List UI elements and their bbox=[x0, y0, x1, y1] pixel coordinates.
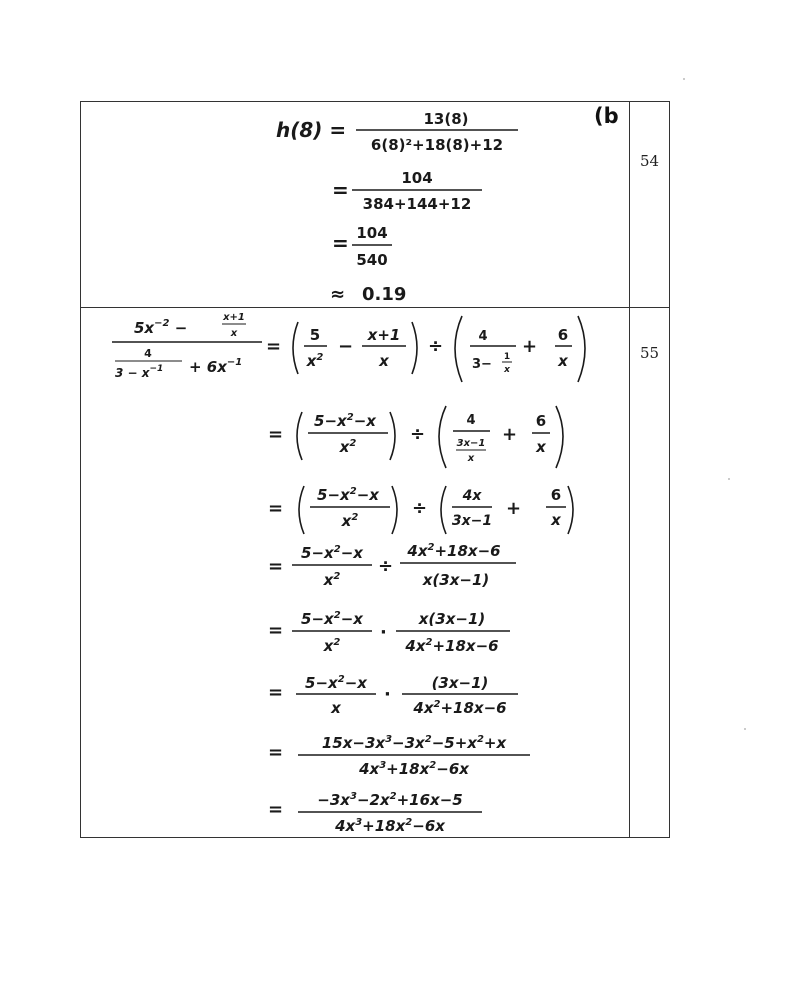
svg-text:4x3+18x2−6x: $4x^3+18x^2-6x$ bbox=[359, 760, 469, 778]
svg-text:=: = bbox=[268, 556, 284, 577]
svg-text:5x−2 −: $5x^{-2}$ − bbox=[134, 318, 188, 337]
svg-text:x2: $x^2$ bbox=[339, 438, 357, 456]
svg-text:4x2+18x−6: $4x^2+18x-6$ bbox=[407, 542, 501, 560]
step-55-3 bbox=[268, 486, 573, 534]
svg-text:x: x bbox=[467, 453, 475, 464]
svg-text:x: x bbox=[230, 328, 238, 339]
svg-text:+: + bbox=[522, 336, 538, 357]
svg-text:x(3x−1): x(3x−1) bbox=[418, 610, 486, 628]
svg-text:6: 6 bbox=[535, 412, 547, 430]
svg-text:5−x2−x: $5-x^2-x$ bbox=[301, 544, 363, 562]
final-answer: 0.19 bbox=[362, 284, 407, 305]
svg-text:=: = bbox=[268, 682, 284, 703]
denominator: 540 bbox=[356, 251, 388, 269]
svg-text:1: 1 bbox=[503, 352, 511, 362]
approx-sign: ≈ bbox=[330, 284, 346, 305]
step-55-2 bbox=[268, 406, 563, 468]
svg-text:4x3+18x2−6x: $4x^3+18x^2-6x$ bbox=[335, 817, 445, 835]
question-number-54: 54 bbox=[640, 152, 660, 170]
svg-text:=: = bbox=[268, 424, 284, 445]
step-55-5 bbox=[268, 610, 510, 655]
numerator: 104 bbox=[401, 169, 433, 187]
step-55-6 bbox=[268, 674, 518, 717]
question-number-55: 55 bbox=[640, 344, 660, 362]
svg-text:+ 6x−1: + $6x^{-1}$ bbox=[189, 357, 243, 376]
svg-text:(3x−1): (3x−1) bbox=[431, 674, 489, 692]
svg-text:5−x2−x: $5-x^2-x$ bbox=[305, 674, 367, 692]
svg-text:x: x bbox=[551, 511, 561, 529]
svg-text:−: − bbox=[338, 336, 354, 357]
svg-text:4: 4 bbox=[478, 329, 488, 344]
numerator: 104 bbox=[356, 224, 388, 242]
step-54-4 bbox=[330, 284, 406, 305]
svg-text:=: = bbox=[268, 799, 284, 820]
svg-text:=: = bbox=[268, 620, 284, 641]
svg-text:3−: 3− bbox=[472, 357, 492, 372]
svg-text:+: + bbox=[502, 424, 518, 445]
svg-text:6: 6 bbox=[550, 486, 562, 504]
svg-text:x: x bbox=[331, 699, 341, 717]
step-55-7 bbox=[268, 734, 530, 778]
svg-text:÷: ÷ bbox=[410, 424, 426, 445]
svg-text:4x: 4x bbox=[462, 488, 482, 504]
svg-text:3x−1: 3x−1 bbox=[451, 513, 493, 529]
svg-text:x: x bbox=[536, 438, 546, 456]
svg-text:4: 4 bbox=[144, 347, 152, 360]
part-label: (b bbox=[594, 104, 619, 128]
svg-text:3 − x−1: $3 - x^{-1}$ bbox=[115, 364, 164, 380]
svg-text:−3x3−2x2+16x−5: $-3x^3-2x^2+16x-5$ bbox=[317, 791, 463, 809]
svg-text:÷: ÷ bbox=[428, 336, 444, 357]
svg-text:=: = bbox=[268, 498, 284, 519]
step-55-1 bbox=[112, 312, 585, 382]
step-54-1 bbox=[276, 110, 518, 154]
svg-text:3x−1: 3x−1 bbox=[456, 438, 486, 449]
svg-text:÷: ÷ bbox=[412, 498, 428, 519]
svg-text:x: x bbox=[558, 352, 568, 370]
svg-text:4x2+18x−6: $4x^2+18x-6$ bbox=[405, 637, 499, 655]
svg-text:x+1: x+1 bbox=[223, 312, 245, 323]
svg-text:x2: $x^2$ bbox=[323, 637, 341, 655]
step-55-8 bbox=[268, 791, 482, 835]
scan-speck bbox=[744, 728, 746, 730]
svg-text:x(3x−1): x(3x−1) bbox=[422, 571, 490, 589]
svg-text:x2: $x^2$ bbox=[323, 571, 341, 589]
svg-text:5−x2−x: $5-x^2-x$ bbox=[314, 412, 376, 430]
svg-text:5: 5 bbox=[309, 326, 321, 344]
svg-text:6: 6 bbox=[557, 326, 569, 344]
svg-text:·: · bbox=[384, 684, 391, 705]
svg-text:4: 4 bbox=[466, 413, 476, 428]
step-54-3 bbox=[332, 224, 392, 269]
svg-text:x: x bbox=[379, 352, 389, 370]
step-54-2 bbox=[332, 169, 482, 213]
svg-text:÷: ÷ bbox=[378, 556, 394, 577]
svg-text:x2: $x^2$ bbox=[341, 512, 359, 530]
svg-text:+: + bbox=[506, 498, 522, 519]
svg-text:4x2+18x−6: $4x^2+18x-6$ bbox=[413, 699, 507, 717]
svg-text:x2: $x^2$ bbox=[306, 352, 324, 370]
numerator: 13(8) bbox=[423, 110, 469, 128]
svg-text:x+1: x+1 bbox=[367, 326, 401, 344]
step-lhs: h(8) = bbox=[276, 118, 347, 142]
svg-text:15x−3x3−3x2−5+x2+x: $15x-3x^3-3x^2-5+x^2+x$ bbox=[321, 734, 507, 752]
step-lhs: = bbox=[332, 178, 349, 202]
denominator: 6(8)²+18(8)+12 bbox=[370, 136, 504, 154]
denominator: 384+144+12 bbox=[362, 195, 472, 213]
step-55-4 bbox=[268, 542, 516, 589]
scan-speck bbox=[683, 78, 685, 80]
svg-text:=: = bbox=[268, 742, 284, 763]
svg-text:·: · bbox=[380, 622, 387, 643]
step-lhs: = bbox=[332, 231, 349, 255]
scan-speck bbox=[728, 478, 730, 480]
svg-text:5−x2−x: $5-x^2-x$ bbox=[317, 486, 379, 504]
svg-text:=: = bbox=[266, 336, 282, 357]
svg-text:5−x2−x: $5-x^2-x$ bbox=[301, 610, 363, 628]
svg-text:x: x bbox=[504, 365, 510, 375]
